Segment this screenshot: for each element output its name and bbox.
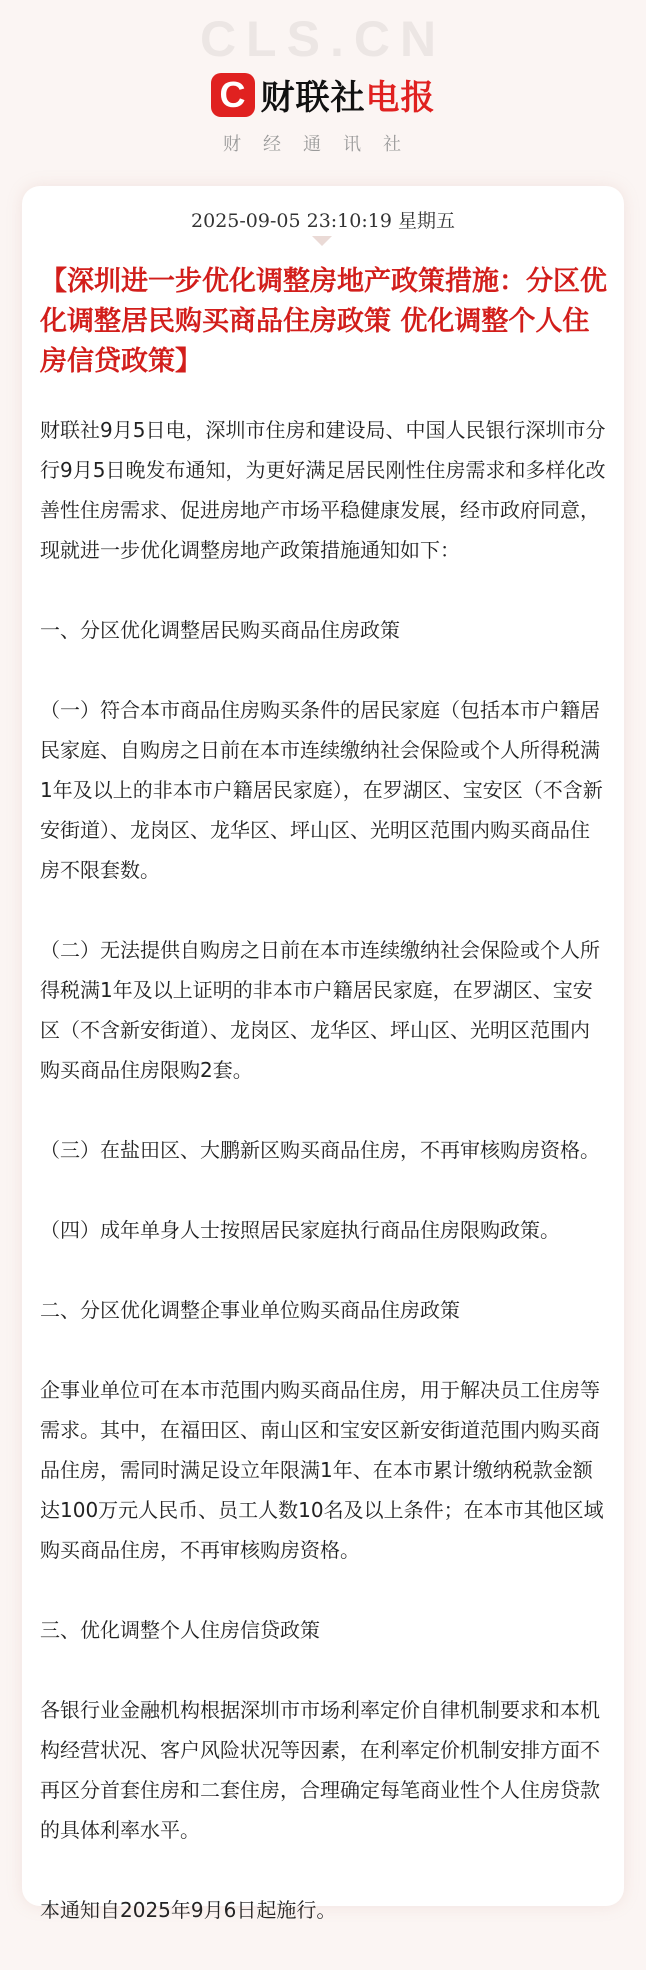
- brand-name-black: 财联社: [260, 78, 366, 118]
- paragraph-1-3: （三）在盐田区、大鹏新区购买商品住房，不再审核购房资格。: [40, 1138, 600, 1162]
- paragraph-1-1: （一）符合本市商品住房购买条件的居民家庭（包括本市户籍居民家庭、自购房之日前在本市连续缴纳社会保险或个人所得税满1年及以上的非本市户籍居民家庭），在罗湖区、宝安区（不含新安街道）、龙岗区、龙华区、坪山区、光明区范围内购买商品住房不限套数。: [40, 698, 603, 882]
- brand-name-red: 电报: [365, 78, 436, 118]
- section-heading-1: 一、分区优化调整居民购买商品住房政策: [40, 618, 400, 642]
- article-datetime: 2025-09-05 23:10:19 星期五: [191, 210, 455, 232]
- paragraph-2: 企事业单位可在本市范围内购买商品住房，用于解决员工住房等需求。其中，在福田区、南山区和宝安区新安街道范围内购买商品住房，需同时满足设立年限满1年、在本市累计缴纳税款金额达100万元人民币、员工人数10名及以上条件；在本市其他区域购买商品住房，不再审核购房资格。: [40, 1378, 604, 1562]
- paragraph-effective-date: 本通知自2025年9月6日起施行。: [40, 1898, 337, 1922]
- watermark: CLS.CN: [199, 11, 447, 67]
- paragraph-3: 各银行业金融机构根据深圳市市场利率定价自律机制要求和本机构经营状况、客户风险状况等因素，在利率定价机制安排方面不再区分首套住房和二套住房，合理确定每笔商业性个人住房贷款的具体利率水平。: [40, 1698, 600, 1842]
- section-heading-3: 三、优化调整个人住房信贷政策: [40, 1618, 320, 1642]
- paragraph-1-2: （二）无法提供自购房之日前在本市连续缴纳社会保险或个人所得税满1年及以上证明的非本市户籍居民家庭，在罗湖区、宝安区（不含新安街道）、龙岗区、龙华区、坪山区、光明区范围内购买商品住房限购2套。: [40, 938, 600, 1082]
- article-title: 【深圳进一步优化调整房地产政策措施：分区优化调整居民购买商品住房政策 优化调整个人住房信贷政策】: [40, 266, 607, 377]
- section-heading-2: 二、分区优化调整企事业单位购买商品住房政策: [40, 1298, 460, 1322]
- brand-subtitle: 财经通讯社: [223, 134, 423, 155]
- brand-name: [261, 70, 436, 119]
- brand-logo: [0, 70, 646, 119]
- logo-c-icon: C: [211, 73, 255, 117]
- paragraph-1-4: （四）成年单身人士按照居民家庭执行商品住房限购政策。: [40, 1218, 560, 1242]
- date-divider-notch: [312, 236, 332, 246]
- article-body: [40, 410, 608, 1970]
- paragraph-intro: 财联社9月5日电，深圳市住房和建设局、中国人民银行深圳市分行9月5日晚发布通知，为更好满足居民刚性住房需求和多样化改善性住房需求、促进房地产市场平稳健康发展，经市政府同意，现就进一步优化调整房地产政策措施通知如下：: [40, 418, 606, 562]
